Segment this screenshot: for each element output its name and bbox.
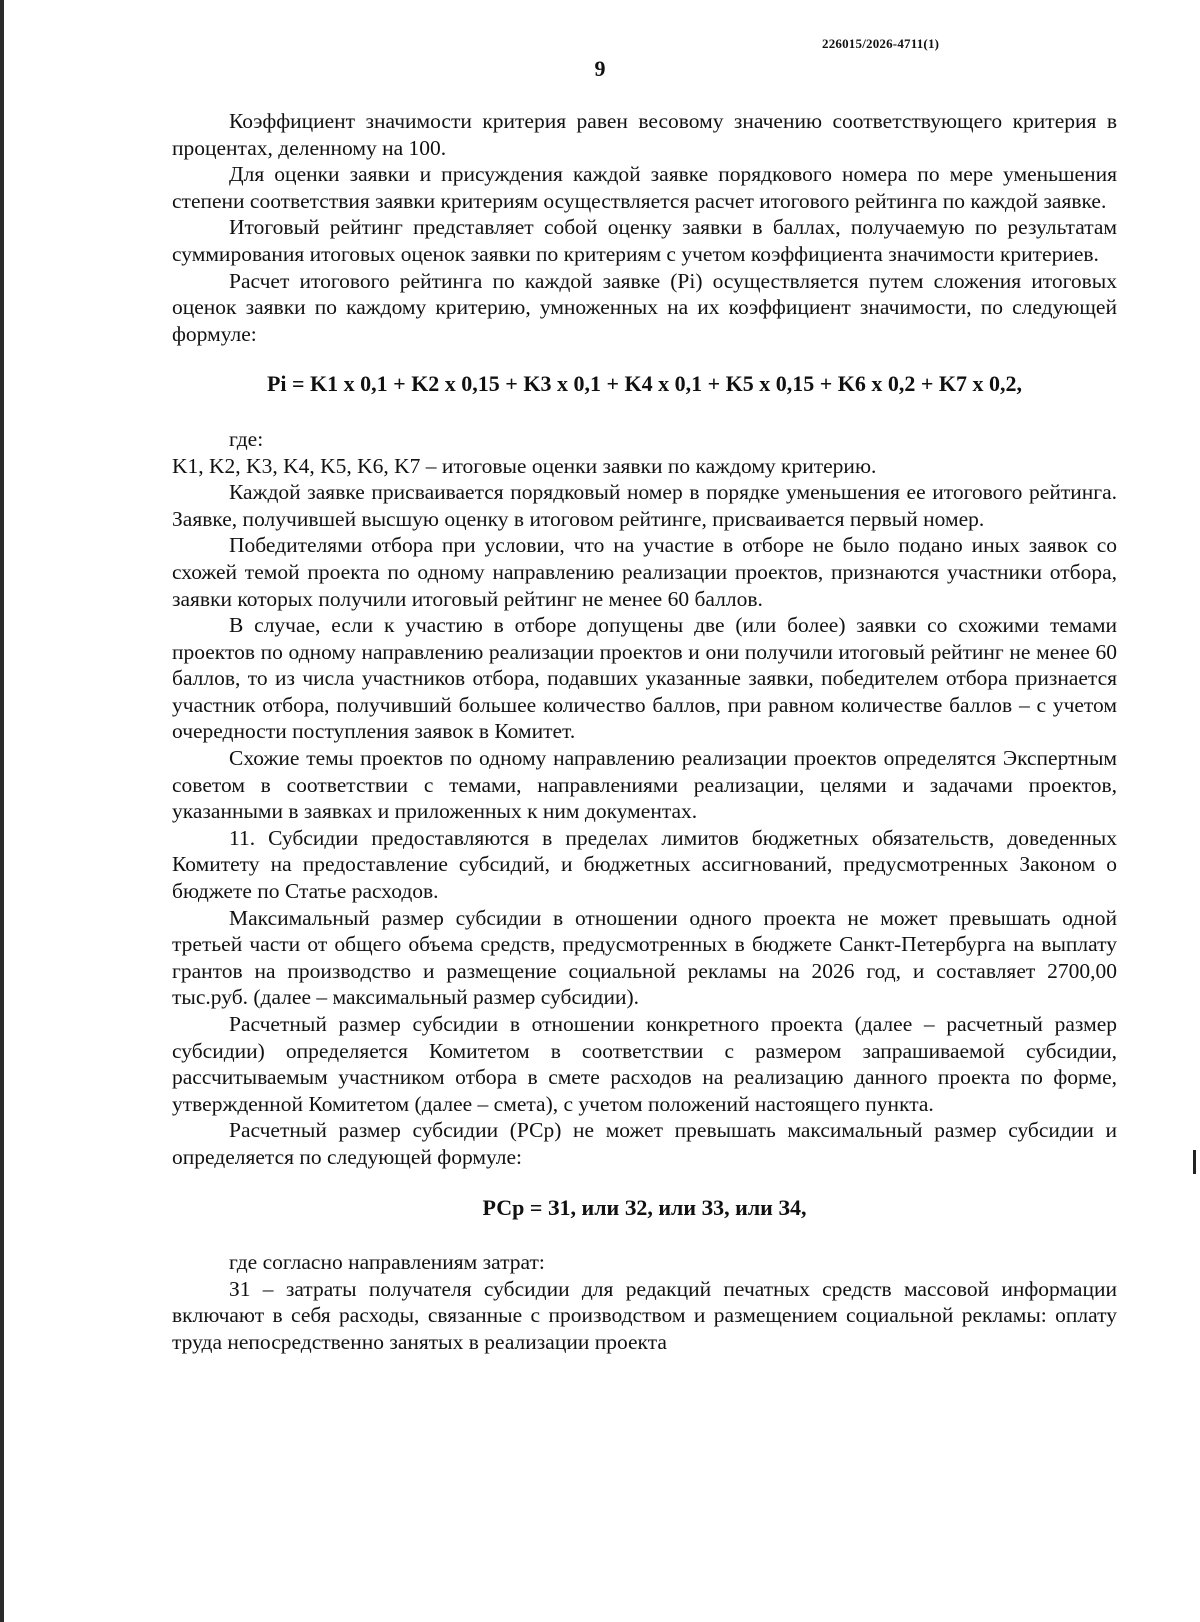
- paragraph: З1 – затраты получателя субсидии для редакций печатных средств массовой информации включают в себя расходы, связанные с производством и размещением социальной рекламы: оплату труда непосредственно занятых в реализации проекта: [172, 1276, 1117, 1354]
- paragraph: где согласно направлениям затрат:: [229, 1250, 545, 1275]
- paragraph: Максимальный размер субсидии в отношении одного проекта не может превышать одной третьей части от общего объема средств, предусмотренных в бюджете Санкт-Петербурга на выплату грантов на производство и размещение социальной рекламы на 2026 год, и составляет 2700,00 тыс.руб. (далее – максимальный размер субсидии).: [172, 905, 1117, 1010]
- paragraph: Расчетный размер субсидии (РСр) не может превышать максимальный размер субсидии и определяется по следующей формуле:: [172, 1118, 1117, 1169]
- paragraph: Расчетный размер субсидии в отношении конкретного проекта (далее – расчетный размер субсидии) определяется Комитетом в соответствии с размером запрашиваемой субсидии, рассчитываемым участником отбора в смете расходов на реализацию данного проекта по форме, утвержденной Комитетом (далее – смета), с учетом положений настоящего пункта.: [172, 1012, 1117, 1116]
- paragraph: Итоговый рейтинг представляет собой оценку заявки в баллах, получаемую по результатам суммирования итоговых оценок заявки по критериям с учетом коэффициента значимости критериев.: [172, 215, 1117, 266]
- criteria-definition: K1, K2, K3, K4, K5, K6, K7 – итоговые оценки заявки по каждому критерию.: [172, 453, 877, 478]
- scan-edge: [0, 0, 4, 1622]
- paragraph: Каждой заявке присваивается порядковый номер в порядке уменьшения ее итогового рейтинга. Заявке, получившей высшую оценку в итоговом рейтинге, присваивается первый номер.: [172, 480, 1117, 531]
- document-body: [172, 108, 1117, 1356]
- paragraph: Расчет итогового рейтинга по каждой заявке (Pi) осуществляется путем сложения итоговых оценок заявки по каждому критерию, умноженных на их коэффициент значимости, по следующей формуле:: [172, 268, 1117, 346]
- paragraph: В случае, если к участию в отборе допущены две (или более) заявки со схожими темами проектов по одному направлению реализации проектов и они получили итоговый рейтинг не менее 60 баллов, то из числа участников отбора, подавших указанные заявки, победителем отбора признается участник отбора, получивший большее количество баллов, при равном количестве баллов – с учетом очередности поступления заявок в Комитет.: [172, 613, 1117, 744]
- paragraph: Победителями отбора при условии, что на участие в отборе не было подано иных заявок со схожей темой проекта по одному направлению реализации проектов, признаются участники отбора, заявки которых получили итоговый рейтинг не менее 60 баллов.: [172, 533, 1117, 611]
- paragraph: Для оценки заявки и присуждения каждой заявке порядкового номера по мере уменьшения степени соответствия заявки критериям осуществляется расчет итогового рейтинга по каждой заявке.: [172, 162, 1117, 213]
- scan-mark: [1193, 1150, 1196, 1174]
- rating-formula: Pi = K1 x 0,1 + K2 x 0,15 + K3 x 0,1 + K4 x 0,1 + K5 x 0,15 + K6 x 0,2 + K7 x 0,2,: [266, 371, 1023, 397]
- page-number: 9: [594, 56, 606, 81]
- document-id: 226015/2026-4711(1): [822, 36, 940, 51]
- paragraph: Схожие темы проектов по одному направлению реализации проектов определятся Экспертным советом в соответствии с темами, направлениями реализации, целями и задачами проектов, указанными в заявках и приложенных к ним документах.: [172, 746, 1117, 824]
- paragraph: Коэффициент значимости критерия равен весовому значению соответствующего критерия в процентах, деленному на 100.: [172, 109, 1117, 160]
- paragraph: 11. Субсидии предоставляются в пределах лимитов бюджетных обязательств, доведенных Комитету на предоставление субсидий, и бюджетных ассигнований, предусмотренных Законом о бюджете по Статье расходов.: [172, 825, 1117, 904]
- subsidy-formula: РСр = З1, или З2, или З3, или З4,: [482, 1194, 807, 1220]
- where-label: где:: [229, 426, 264, 451]
